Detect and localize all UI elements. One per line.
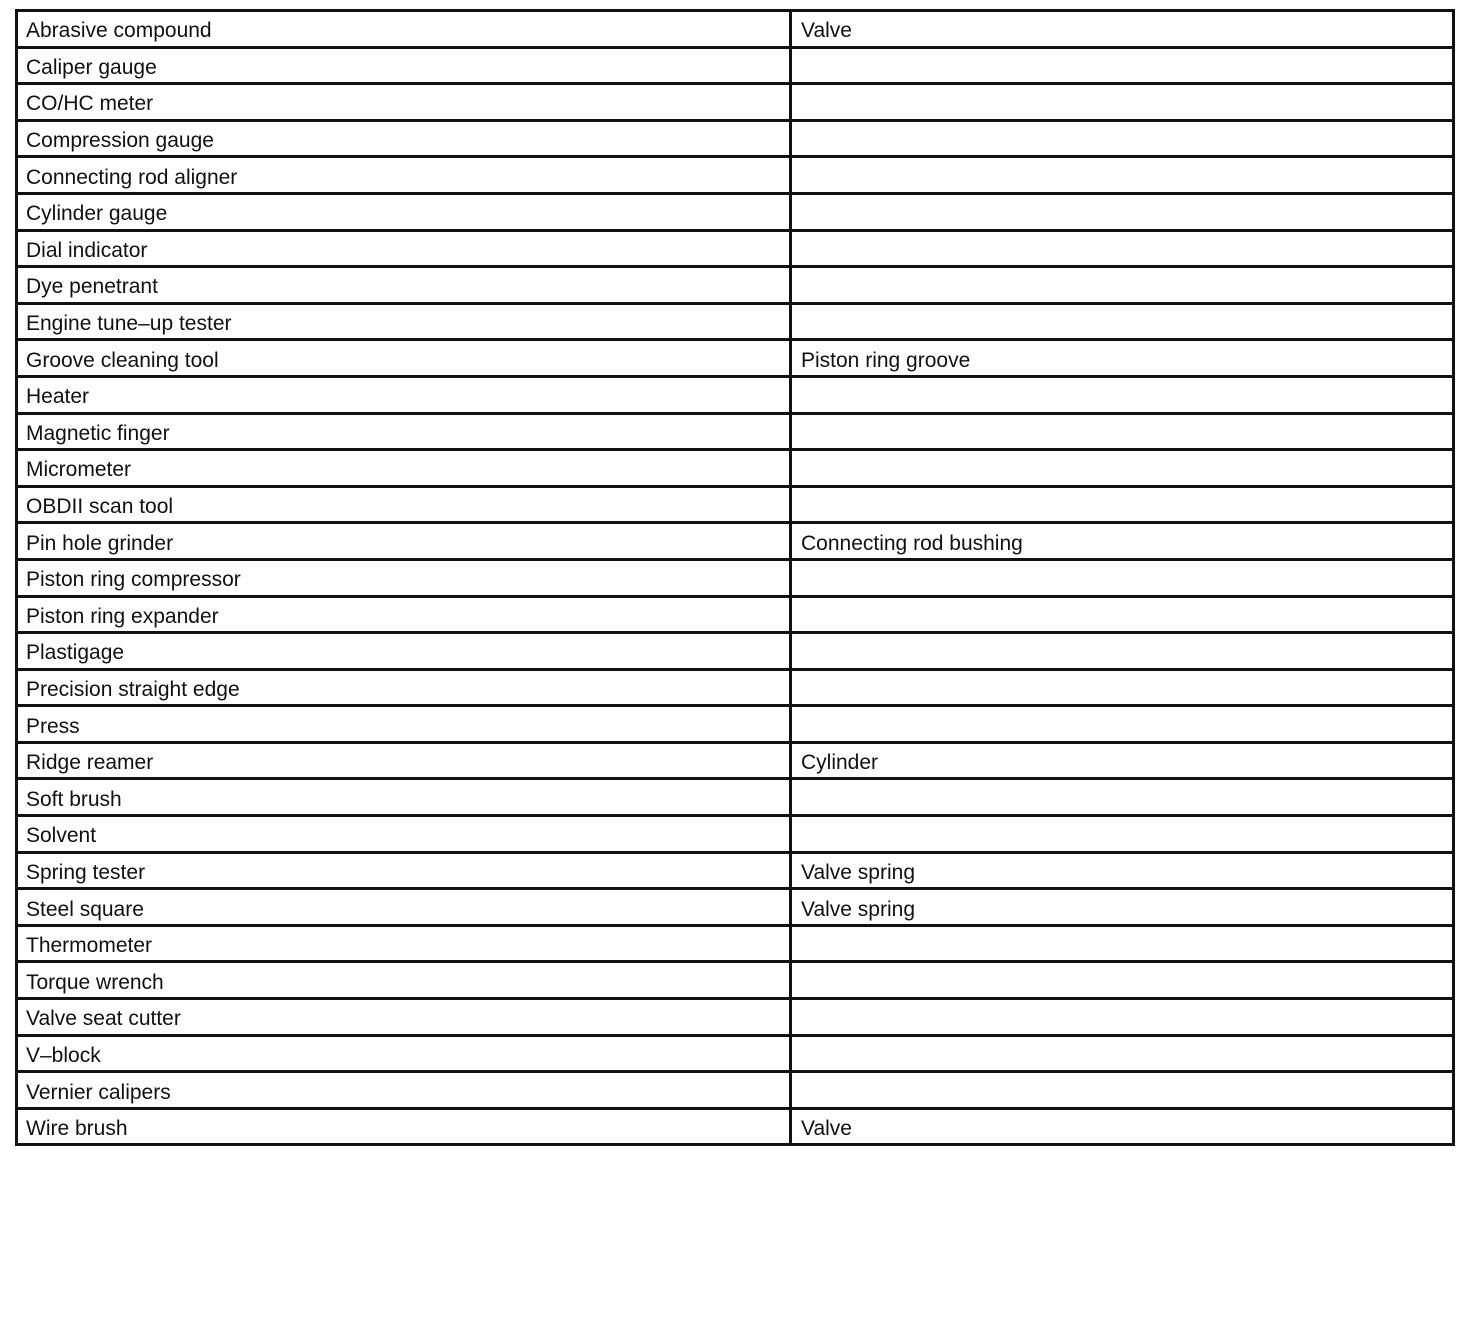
tool-use-cell bbox=[791, 559, 1454, 596]
tool-name-cell: Wire brush bbox=[17, 1108, 791, 1145]
table-row bbox=[17, 486, 1454, 523]
tool-table-body bbox=[17, 11, 1454, 1145]
tool-name-cell: Micrometer bbox=[17, 450, 791, 487]
tool-use-cell: Valve spring bbox=[791, 889, 1454, 926]
tool-name-cell: Precision straight edge bbox=[17, 669, 791, 706]
tool-use-cell bbox=[791, 486, 1454, 523]
table-row bbox=[17, 596, 1454, 633]
tool-name-cell: Caliper gauge bbox=[17, 47, 791, 84]
tool-name-cell: Heater bbox=[17, 376, 791, 413]
table-row bbox=[17, 559, 1454, 596]
table-row bbox=[17, 633, 1454, 670]
tool-name-cell: Press bbox=[17, 706, 791, 743]
tool-use-cell bbox=[791, 84, 1454, 121]
tool-use-cell bbox=[791, 1072, 1454, 1109]
tool-name-cell: Engine tune–up tester bbox=[17, 303, 791, 340]
tool-use-cell bbox=[791, 413, 1454, 450]
table-row bbox=[17, 413, 1454, 450]
tool-use-cell: Connecting rod bushing bbox=[791, 523, 1454, 560]
tool-table bbox=[15, 9, 1455, 1146]
tool-use-cell bbox=[791, 303, 1454, 340]
tool-name-cell: Plastigage bbox=[17, 633, 791, 670]
tool-name-cell: Spring tester bbox=[17, 852, 791, 889]
table-row bbox=[17, 84, 1454, 121]
tool-name-cell: Thermometer bbox=[17, 925, 791, 962]
tool-name-cell: Pin hole grinder bbox=[17, 523, 791, 560]
tool-name-cell: Dye penetrant bbox=[17, 267, 791, 304]
table-row bbox=[17, 779, 1454, 816]
tool-use-cell bbox=[791, 450, 1454, 487]
tool-name-cell: Steel square bbox=[17, 889, 791, 926]
table-row bbox=[17, 742, 1454, 779]
tool-name-cell: Piston ring expander bbox=[17, 596, 791, 633]
tool-name-cell: CO/HC meter bbox=[17, 84, 791, 121]
tool-use-cell bbox=[791, 230, 1454, 267]
tool-name-cell: Dial indicator bbox=[17, 230, 791, 267]
tool-name-cell: V–block bbox=[17, 1035, 791, 1072]
tool-name-cell: Torque wrench bbox=[17, 962, 791, 999]
tool-use-cell bbox=[791, 193, 1454, 230]
table-row bbox=[17, 889, 1454, 926]
table-row bbox=[17, 340, 1454, 377]
table-row bbox=[17, 852, 1454, 889]
tool-use-cell bbox=[791, 706, 1454, 743]
tool-name-cell: Solvent bbox=[17, 816, 791, 853]
tool-use-cell bbox=[791, 999, 1454, 1036]
tool-name-cell: Connecting rod aligner bbox=[17, 157, 791, 194]
tool-use-cell: Cylinder bbox=[791, 742, 1454, 779]
tool-name-cell: Compression gauge bbox=[17, 120, 791, 157]
tool-use-cell bbox=[791, 376, 1454, 413]
tool-use-cell bbox=[791, 669, 1454, 706]
tool-name-cell: Vernier calipers bbox=[17, 1072, 791, 1109]
table-row bbox=[17, 1035, 1454, 1072]
tool-use-cell: Valve bbox=[791, 11, 1454, 48]
table-row bbox=[17, 999, 1454, 1036]
table-row bbox=[17, 376, 1454, 413]
tool-use-cell bbox=[791, 816, 1454, 853]
tool-use-cell bbox=[791, 633, 1454, 670]
tool-name-cell: Cylinder gauge bbox=[17, 193, 791, 230]
table-row bbox=[17, 193, 1454, 230]
tool-name-cell: OBDII scan tool bbox=[17, 486, 791, 523]
table-row bbox=[17, 230, 1454, 267]
tool-use-cell bbox=[791, 596, 1454, 633]
tool-use-cell bbox=[791, 120, 1454, 157]
tool-use-cell bbox=[791, 157, 1454, 194]
table-row bbox=[17, 303, 1454, 340]
table-row bbox=[17, 1108, 1454, 1145]
tool-use-cell bbox=[791, 925, 1454, 962]
tool-use-cell bbox=[791, 1035, 1454, 1072]
table-row bbox=[17, 925, 1454, 962]
tool-name-cell: Groove cleaning tool bbox=[17, 340, 791, 377]
table-row bbox=[17, 669, 1454, 706]
tool-use-cell: Valve bbox=[791, 1108, 1454, 1145]
table-row bbox=[17, 11, 1454, 48]
table-row bbox=[17, 706, 1454, 743]
table-row bbox=[17, 47, 1454, 84]
tool-name-cell: Ridge reamer bbox=[17, 742, 791, 779]
tool-use-cell bbox=[791, 267, 1454, 304]
table-row bbox=[17, 816, 1454, 853]
table-row bbox=[17, 523, 1454, 560]
tool-name-cell: Abrasive compound bbox=[17, 11, 791, 48]
tool-table-container bbox=[15, 9, 1452, 1146]
table-row bbox=[17, 450, 1454, 487]
tool-use-cell: Piston ring groove bbox=[791, 340, 1454, 377]
table-row bbox=[17, 962, 1454, 999]
table-row bbox=[17, 267, 1454, 304]
tool-name-cell: Magnetic finger bbox=[17, 413, 791, 450]
tool-use-cell: Valve spring bbox=[791, 852, 1454, 889]
tool-use-cell bbox=[791, 779, 1454, 816]
tool-name-cell: Valve seat cutter bbox=[17, 999, 791, 1036]
tool-name-cell: Piston ring compressor bbox=[17, 559, 791, 596]
table-row bbox=[17, 120, 1454, 157]
tool-use-cell bbox=[791, 47, 1454, 84]
tool-use-cell bbox=[791, 962, 1454, 999]
table-row bbox=[17, 157, 1454, 194]
tool-name-cell: Soft brush bbox=[17, 779, 791, 816]
table-row bbox=[17, 1072, 1454, 1109]
